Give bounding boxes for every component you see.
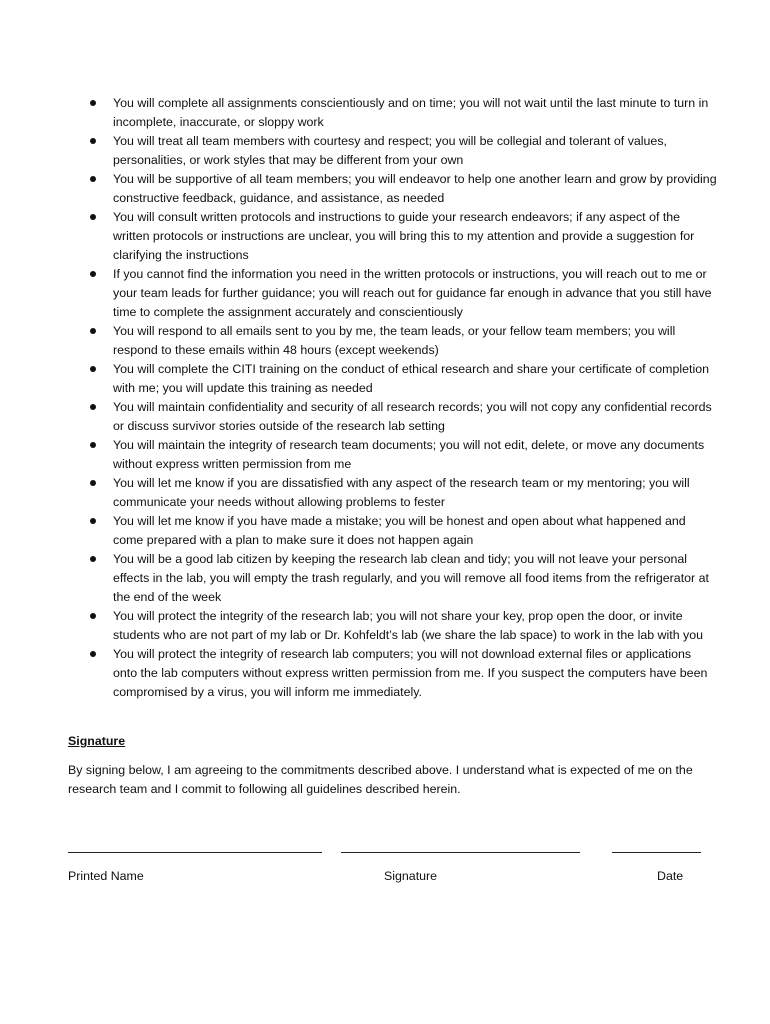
bullet-icon: [90, 480, 96, 486]
bullet-icon: [90, 556, 96, 562]
bullet-icon: [90, 651, 96, 657]
bullet-icon: [90, 214, 96, 220]
list-item: [68, 550, 718, 607]
list-item: [68, 607, 718, 645]
list-item: [68, 360, 718, 398]
commitment-text: You will be supportive of all team members; you will endeavor to help one another learn and grow by providing constructive feedback, guidance, and assistance, as needed: [113, 172, 717, 205]
bullet-icon: [90, 138, 96, 144]
printed-name-label: Printed Name: [68, 869, 144, 883]
commitment-text: You will complete the CITI training on the conduct of ethical research and share your certificate of completion with me; you will update this training as needed: [113, 362, 709, 395]
list-item: [68, 436, 718, 474]
commitment-text: You will treat all team members with courtesy and respect; you will be collegial and tolerant of values, personalities, or work styles that may be different from your own: [113, 134, 667, 167]
commitment-text: You will consult written protocols and instructions to guide your research endeavors; if any aspect of the written protocols or instructions are unclear, you will bring this to my attention and provide a suggestion for clarifying the instructions: [113, 210, 695, 262]
commitment-text: You will let me know if you have made a mistake; you will be honest and open about what happened and come prepared with a plan to make sure it does not happen again: [113, 514, 686, 547]
bullet-icon: [90, 518, 96, 524]
bullet-icon: [90, 176, 96, 182]
commitment-text: You will protect the integrity of the research lab; you will not share your key, prop open the door, or invite students who are not part of my lab or Dr. Kohfeldt’s lab (we share the lab space) to work in the lab with you: [113, 609, 704, 642]
signature-line[interactable]: [341, 852, 580, 853]
commitment-text: If you cannot find the information you need in the written protocols or instructions, you will reach out to me or your team leads for further guidance; you will reach out for guidance far enough in advance that you still have time to complete the assignment accurately and conscientiously: [113, 267, 712, 319]
signature-statement: By signing below, I am agreeing to the commitments described above. I understand what is expected of me on the research team and I commit to following all guidelines described herein.: [68, 763, 693, 796]
bullet-icon: [90, 100, 96, 106]
bullet-icon: [90, 442, 96, 448]
list-item: [68, 322, 718, 360]
list-item: [68, 645, 718, 702]
list-item: [68, 398, 718, 436]
commitment-text: You will protect the integrity of research lab computers; you will not download external files or applications onto the lab computers without express written permission from me. If you suspect the computers have been compromised by a virus, you will inform me immediately.: [113, 647, 708, 699]
list-item: [68, 512, 718, 550]
commitments-list: [68, 94, 718, 702]
bullet-icon: [90, 271, 96, 277]
signature-heading: Signature: [68, 734, 126, 748]
bullet-icon: [90, 613, 96, 619]
commitment-text: You will maintain confidentiality and security of all research records; you will not copy any confidential records or discuss survivor stories outside of the research lab setting: [113, 400, 712, 433]
bullet-icon: [90, 366, 96, 372]
list-item: [68, 170, 718, 208]
date-label: Date: [657, 869, 684, 883]
commitment-text: You will let me know if you are dissatisfied with any aspect of the research team or my mentoring; you will communicate your needs without allowing problems to fester: [113, 476, 690, 509]
date-line[interactable]: [612, 852, 701, 853]
bullet-icon: [90, 404, 96, 410]
list-item: [68, 94, 718, 132]
commitment-text: You will complete all assignments conscientiously and on time; you will not wait until the last minute to turn in incomplete, inaccurate, or sloppy work: [113, 96, 709, 129]
list-item: [68, 474, 718, 512]
list-item: [68, 265, 718, 322]
printed-name-line[interactable]: [68, 852, 322, 853]
bullet-icon: [90, 328, 96, 334]
commitment-text: You will be a good lab citizen by keeping the research lab clean and tidy; you will not leave your personal effects in the lab, you will empty the trash regularly, and you will remove all food items from the refrigerator at the end of the week: [113, 552, 709, 604]
signature-label: Signature: [384, 869, 438, 883]
commitment-text: You will maintain the integrity of research team documents; you will not edit, delete, or move any documents without express written permission from me: [113, 438, 705, 471]
list-item: [68, 132, 718, 170]
list-item: [68, 208, 718, 265]
commitment-text: You will respond to all emails sent to you by me, the team leads, or your fellow team members; you will respond to these emails within 48 hours (except weekends): [113, 324, 676, 357]
